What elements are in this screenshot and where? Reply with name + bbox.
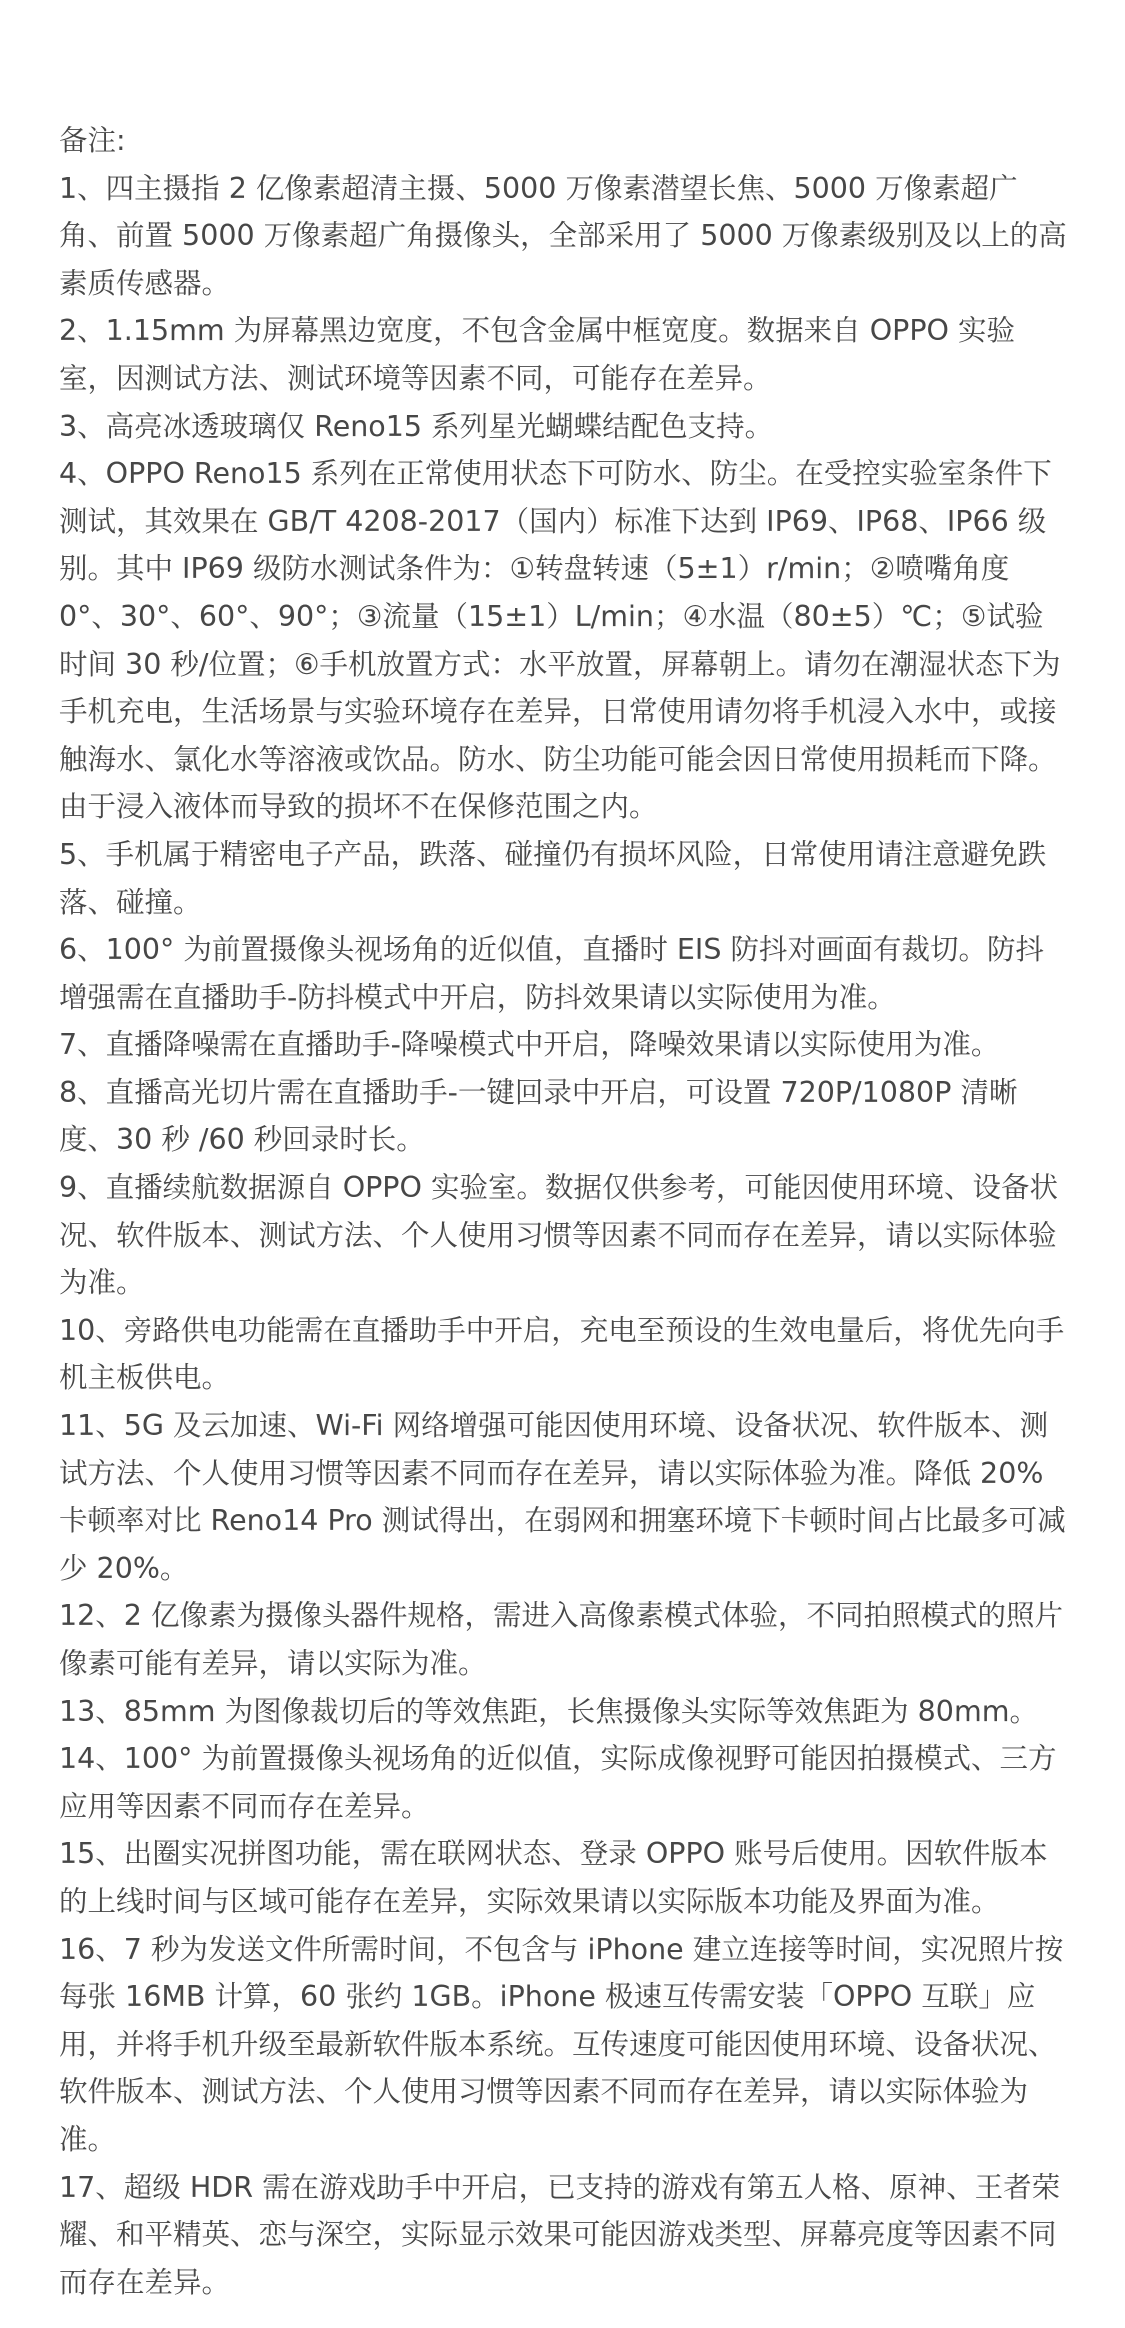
note-item-12: 12、2 亿像素为摄像头器件规格，需进入高像素模式体验，不同拍照模式的照片像素可能有差异，请以实际为准。	[59, 1599, 1063, 1680]
note-item-3: 3、高亮冰透玻璃仅 Reno15 系列星光蝴蝶结配色支持。	[59, 409, 774, 443]
note-item-2: 2、1.15mm 为屏幕黑边宽度，不包含金属中框宽度。数据来自 OPPO 实验室，因测试方法、测试环境等因素不同，可能存在差异。	[59, 314, 1016, 395]
note-item-16: 16、7 秒为发送文件所需时间，不包含与 iPhone 建立连接等时间，实况照片按每张 16MB 计算，60 张约 1GB。iPhone 极速互传需安装「OPPO 互联」应用，并将手机升级至最新软件版本系统。互传速度可能因使用环境、设备状况、软件版本、测试方法、个人使用习惯等因素不同而存在差异，请以实际体验为准。	[59, 1932, 1064, 2156]
note-item-6: 6、100° 为前置摄像头视场角的近似值，直播时 EIS 防抖对画面有裁切。防抖增强需在直播助手-防抖模式中开启，防抖效果请以实际使用为准。	[59, 933, 1044, 1014]
note-item-15: 15、出圈实况拼图功能，需在联网状态、登录 OPPO 账号后使用。因软件版本的上线时间与区域可能存在差异，实际效果请以实际版本功能及界面为准。	[59, 1837, 1048, 1918]
notes-title: 备注:	[59, 124, 126, 157]
notes-list	[59, 165, 1069, 2307]
note-item-8: 8、直播高光切片需在直播助手-一键回录中开启，可设置 720P/1080P 清晰度、30 秒 /60 秒回录时长。	[59, 1075, 1018, 1157]
note-item-7: 7、直播降噪需在直播助手-降噪模式中开启，降噪效果请以实际使用为准。	[59, 1028, 1000, 1062]
note-item-1: 1、四主摄指 2 亿像素超清主摄、5000 万像素潜望长焦、5000 万像素超广角、前置 5000 万像素超广角摄像头，全部采用了 5000 万像素级别及以上的高素质传感器。	[59, 171, 1067, 300]
note-item-9: 9、直播续航数据源自 OPPO 实验室。数据仅供参考，可能因使用环境、设备状况、软件版本、测试方法、个人使用习惯等因素不同而存在差异，请以实际体验为准。	[59, 1171, 1058, 1300]
note-item-13: 13、85mm 为图像裁切后的等效焦距，长焦摄像头实际等效焦距为 80mm。	[59, 1694, 1038, 1728]
note-item-17: 17、超级 HDR 需在游戏助手中开启，已支持的游戏有第五人格、原神、王者荣耀、和平精英、恋与深空，实际显示效果可能因游戏类型、屏幕亮度等因素不同而存在差异。	[59, 2170, 1061, 2299]
footnotes-document	[59, 117, 1069, 2306]
note-item-4: 4、OPPO Reno15 系列在正常使用状态下可防水、防尘。在受控实验室条件下测试，其效果在 GB/T 4208-2017（国内）标准下达到 IP69、IP68、IP66 级别。其中 IP69 级防水测试条件为：①转盘转速（5±1）r/min；②喷嘴角度 0°、30°、60°、90°；③流量（15±1）L/min；④水温（80±5）℃；⑤试验时间 30 秒/位置；⑥手机放置方式：水平放置，屏幕朝上。请勿在潮湿状态下为手机充电，生活场景与实验环境存在差异，日常使用请勿将手机浸入水中，或接触海水、氯化水等溶液或饮品。防水、防尘功能可能会因日常使用损耗而下降。由于浸入液体而导致的损坏不在保修范围之内。	[59, 457, 1061, 824]
note-item-14: 14、100° 为前置摄像头视场角的近似值，实际成像视野可能因拍摄模式、三方应用等因素不同而存在差异。	[59, 1742, 1057, 1823]
note-item-11: 11、5G 及云加速、Wi-Fi 网络增强可能因使用环境、设备状况、软件版本、测试方法、个人使用习惯等因素不同而存在差异，请以实际体验为准。降低 20% 卡顿率对比 Reno14 Pro 测试得出，在弱网和拥塞环境下卡顿时间占比最多可减少 20%。	[59, 1409, 1066, 1585]
note-item-5: 5、手机属于精密电子产品，跌落、碰撞仍有损坏风险，日常使用请注意避免跌落、碰撞。	[59, 837, 1047, 919]
note-item-10: 10、旁路供电功能需在直播助手中开启，充电至预设的生效电量后，将优先向手机主板供电。	[59, 1313, 1065, 1395]
